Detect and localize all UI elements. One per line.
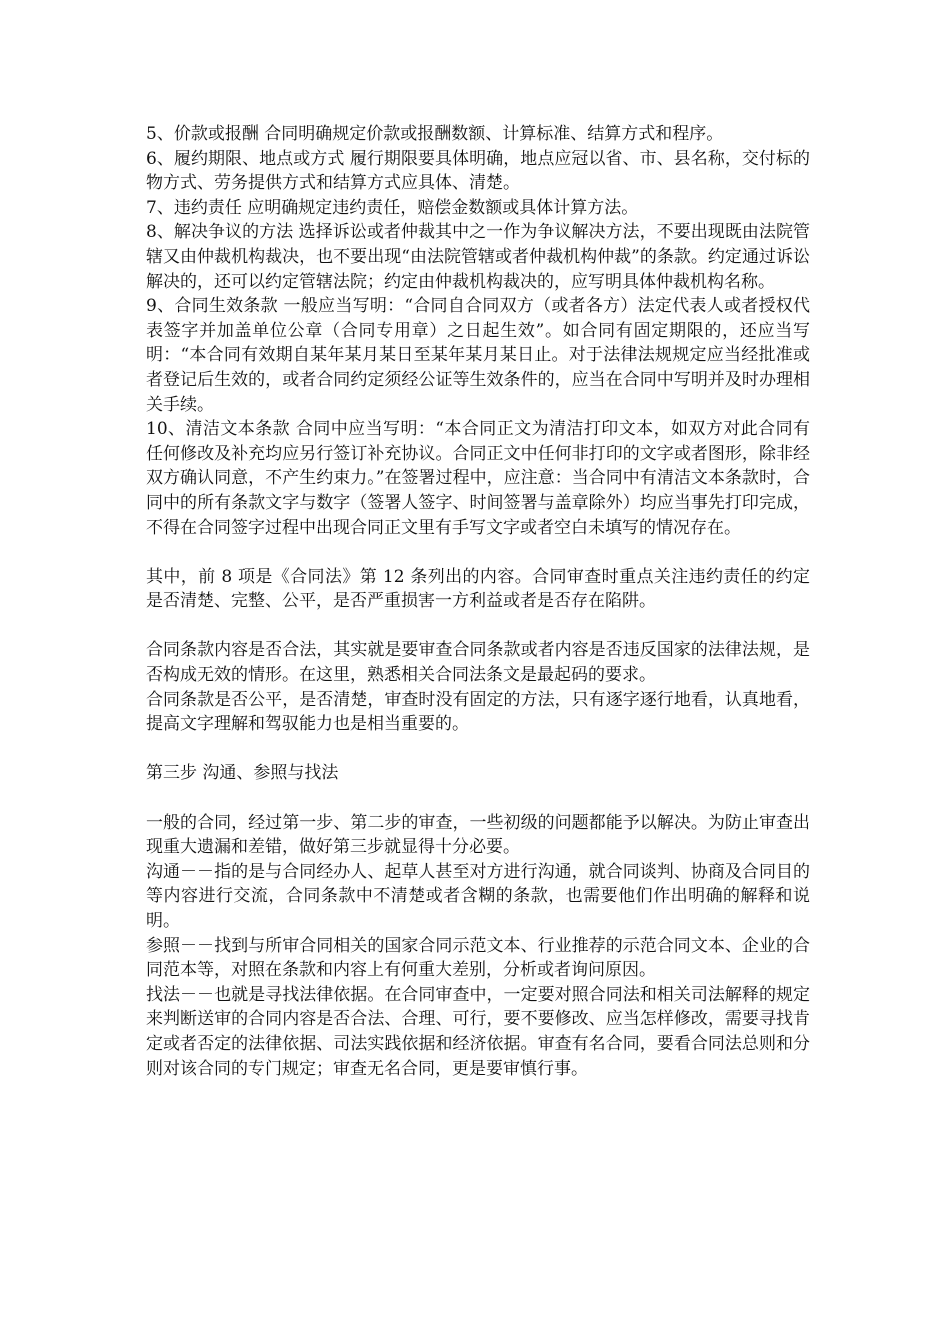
legality-paragraph: 合同条款内容是否合法，其实就是要审查合同条款或者内容是否违反国家的法律法规，是否构成无效的情形。在这里，熟悉相关合同法条文是最起码的要求。 [146,640,810,686]
summary-paragraph: 其中，前 8 项是《合同法》第 12 条列出的内容。合同审查时重点关注违约责任的约定是否清楚、完整、公平，是否严重损害一方利益或者是否存在陷阱。 [146,566,810,612]
clause-7-liability: 7、违约责任 应明确规定违约责任，赔偿金数额或具体计算方法。 [146,197,639,218]
find-law-paragraph: 找法－－也就是寻找法律依据。在合同审查中，一定要对照合同法和相关司法解释的规定来判断送审的合同内容是否合法、合理、可行，要不要修改、应当怎样修改，需要寻找肯定或者否定的法律依据、司法实践依据和经济依据。审查有名合同，要看合同法总则和分则对该合同的专门规定；审查无名合同，更是要审慎行事。 [146,984,810,1079]
clause-6-performance: 6、履约期限、地点或方式 履行期限要具体明确，地点应冠以省、市、县名称，交付标的物方式、劳务提供方式和结算方式应具体、清楚。 [146,148,810,194]
clause-5-price: 5、价款或报酬 合同明确规定价款或报酬数额、计算标准、结算方式和程序。 [146,124,724,144]
clause-9-effectiveness: 9、合同生效条款 一般应当写明：“合同自合同双方（或者各方）法定代表人或者授权代表签字并加盖单位公章（合同专用章）之日起生效”。如合同有固定期限的，还应当写明：“本合同有效期自某年某月某日至某年某月某日止。对于法律法规规定应当经批准或者登记后生效的，或者合同约定须经公证等生效条件的，应当在合同中写明并及时办理相关手续。 [146,296,810,415]
clause-8-dispute: 8、解决争议的方法 选择诉讼或者仲裁其中之一作为争议解决方法，不要出现既由法院管辖又由仲裁机构裁决，也不要出现“由法院管辖或者仲裁机构仲裁”的条款。约定通过诉讼解决的，还可以约定管辖法院；约定由仲裁机构裁决的，应写明具体仲裁机构名称。 [146,222,810,292]
paragraph-gap [146,737,810,762]
step-3-intro: 一般的合同，经过第一步、第二步的审查，一些初级的问题都能予以解决。为防止审查出现重大遗漏和差错，做好第三步就显得十分必要。 [146,812,810,858]
document-body [146,122,810,1081]
clause-10-clean-text: 10、清洁文本条款 合同中应当写明：“本合同正文为清洁打印文本，如双方对此合同有任何修改及补充均应另行签订补充协议。合同正文中任何非打印的文字或者图形，除非经双方确认同意，不产生约束力。”在签署过程中，应注意：当合同中有清洁文本条款时，合同中的所有条款文字与数字（签署人签字、时间签署与盖章除外）均应当事先打印完成，不得在合同签字过程中出现合同正文里有手写文字或者空白未填写的情况存在。 [146,419,810,538]
section-heading-step-3: 第三步 沟通、参照与找法 [146,763,339,784]
paragraph-gap [146,786,810,811]
communication-paragraph: 沟通－－指的是与合同经办人、起草人甚至对方进行沟通，就合同谈判、协商及合同目的等内容进行交流，合同条款中不清楚或者含糊的条款，也需要他们作出明确的解释和说明。 [146,861,810,931]
paragraph-gap [146,614,810,639]
paragraph-gap [146,540,810,565]
fairness-paragraph: 合同条款是否公平，是否清楚，审查时没有固定的方法，只有逐字逐行地看，认真地看，提高文字理解和驾驭能力也是相当重要的。 [146,689,810,735]
reference-paragraph: 参照－－找到与所审合同相关的国家合同示范文本、行业推荐的示范合同文本、企业的合同范本等，对照在条款和内容上有何重大差别，分析或者询问原因。 [146,935,810,981]
